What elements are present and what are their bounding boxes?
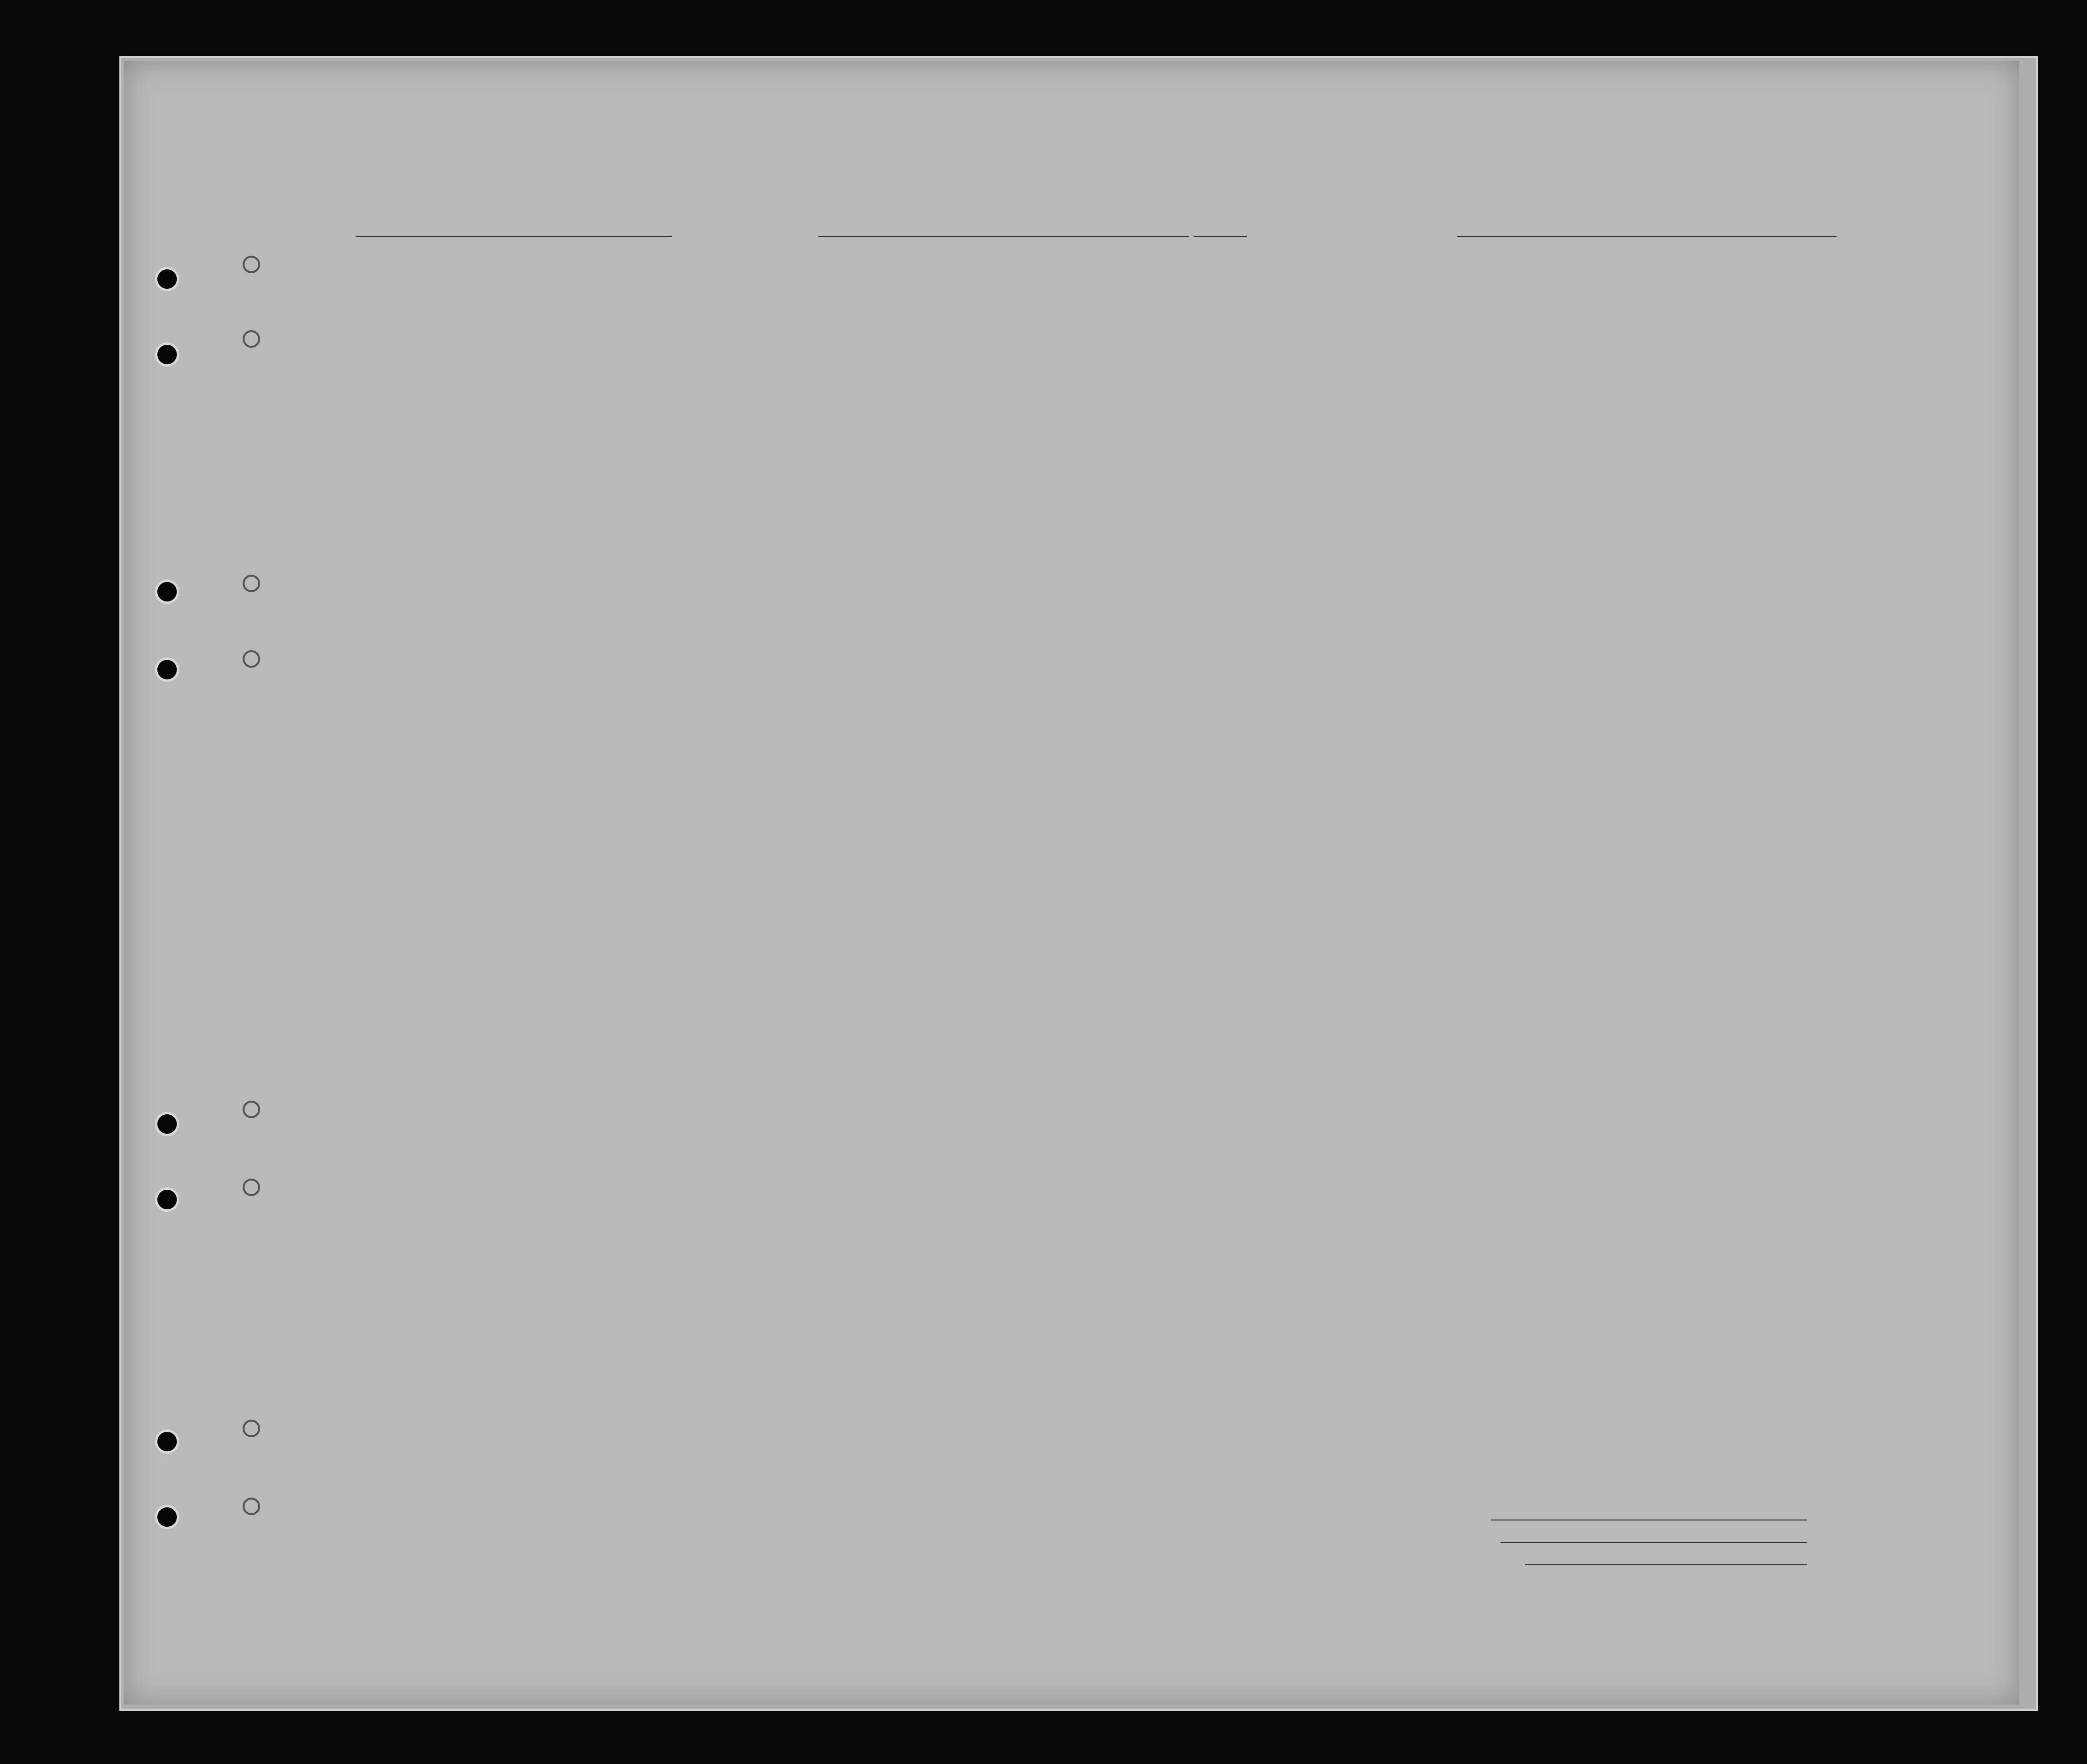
arrival-year-underline: [1768, 236, 1827, 237]
binder-hole: [155, 1429, 179, 1454]
sailing-from-underline: [818, 236, 1189, 237]
owners-underline: [1500, 1542, 1807, 1543]
binder-hole: [155, 657, 179, 682]
binder-ring-mark: [243, 330, 260, 348]
binder-hole: [155, 580, 179, 604]
binder-hole: [155, 1505, 179, 1529]
binder-ring-mark: [243, 1101, 260, 1118]
binder-ring-mark: [243, 575, 260, 592]
binder-hole: [155, 1187, 179, 1212]
binder-ring-mark: [243, 1420, 260, 1437]
agents-underline: [1525, 1564, 1807, 1565]
binder-hole: [155, 342, 179, 367]
binder-ring-mark: [243, 650, 260, 668]
manifest-page: [124, 61, 2019, 1705]
binder-ring-mark: [243, 1498, 260, 1515]
binder-ring-mark: [243, 1179, 260, 1196]
binder-hole: [155, 1112, 179, 1136]
binder-ring-mark: [243, 256, 260, 273]
departure-year-underline: [1194, 236, 1247, 237]
ship-name-underline: [356, 236, 672, 237]
binder-hole: [155, 267, 179, 291]
